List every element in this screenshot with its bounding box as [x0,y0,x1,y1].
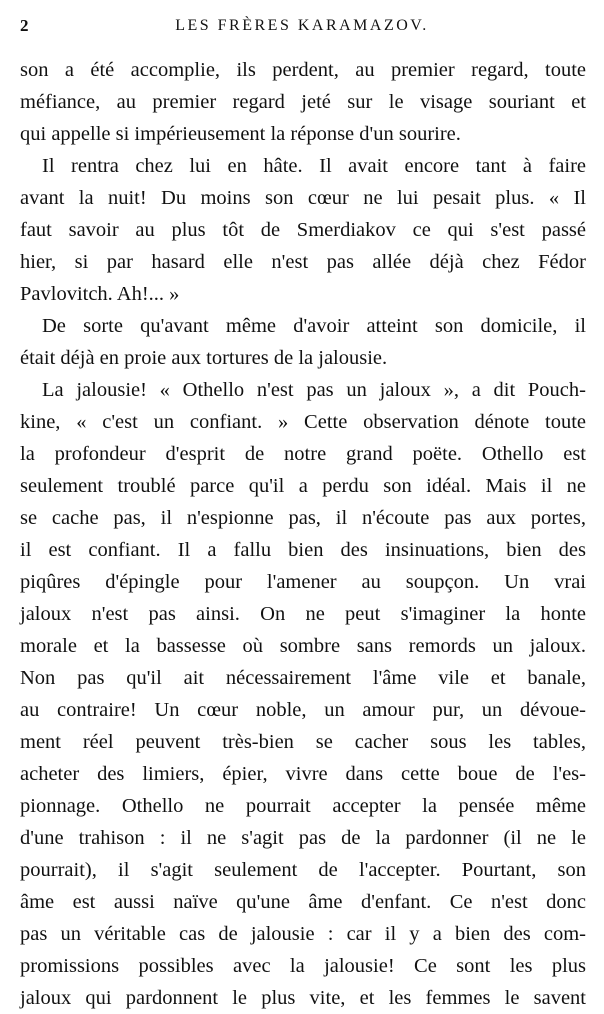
text-line: âme est aussi naïve qu'une âme d'enfant. Ce n'est donc [20,891,586,913]
text-line: il est confiant. Il a fallu bien des insinuations, bien des [20,539,586,561]
text-line: morale et la bassesse où sombre sans remords un jaloux. [20,635,586,657]
text-line: pionnage. Othello ne pourrait accepter la pensée même [20,795,586,817]
text-line: hier, si par hasard elle n'est pas allée déjà chez Fédor [20,251,586,273]
text-line: jaloux qui pardonnent le plus vite, et les femmes le savent [20,987,586,1009]
text-line: méfiance, au premier regard jeté sur le visage souriant et [20,91,586,113]
text-line: jaloux n'est pas ainsi. On ne peut s'imaginer la honte [20,603,586,625]
text-line: faut savoir au plus tôt de Smerdiakov ce qui s'est passé [20,219,586,241]
page-header [20,16,584,42]
text-line: pourrait), il s'agit seulement de l'accepter. Pourtant, son [20,859,586,881]
body-text [20,54,586,1014]
text-line: acheter des limiers, épier, vivre dans cette boue de l'es- [20,763,586,785]
text-line: kine, « c'est un confiant. » Cette observation dénote toute [20,411,586,433]
text-line: Non pas qu'il ait nécessairement l'âme vile et banale, [20,667,586,689]
text-line: seulement troublé parce qu'il a perdu son idéal. Mais il ne [20,475,586,497]
text-line: qui appelle si impérieusement la réponse d'un sourire. [20,123,461,145]
text-line: La jalousie! « Othello n'est pas un jaloux », a dit Pouch- [42,379,586,401]
text-line: promissions possibles avec la jalousie! Ce sont les plus [20,955,586,977]
text-line: De sorte qu'avant même d'avoir atteint son domicile, il [42,315,586,337]
text-line: son a été accomplie, ils perdent, au premier regard, toute [20,59,586,81]
text-line: Il rentra chez lui en hâte. Il avait encore tant à faire [42,155,586,177]
text-line: la profondeur d'esprit de notre grand poëte. Othello est [20,443,586,465]
text-line: pas un véritable cas de jalousie : car il y a bien des com- [20,923,586,945]
text-line: d'une trahison : il ne s'agit pas de la pardonner (il ne le [20,827,586,849]
page-number: 2 [20,16,29,35]
text-line: Pavlovitch. Ah!... » [20,283,180,305]
text-line: avant la nuit! Du moins son cœur ne lui pesait plus. « Il [20,187,586,209]
text-line: était déjà en proie aux tortures de la jalousie. [20,347,388,369]
text-line: au contraire! Un cœur noble, un amour pur, un dévoue- [20,699,586,721]
text-line: ment réel peuvent très-bien se cacher sous les tables, [20,731,586,753]
text-line: se cache pas, il n'espionne pas, il n'écoute pas aux portes, [20,507,586,529]
running-title: LES FRÈRES KARAMAZOV. [175,17,429,34]
text-line: piqûres d'épingle pour l'amener au soupçon. Un vrai [20,571,586,593]
